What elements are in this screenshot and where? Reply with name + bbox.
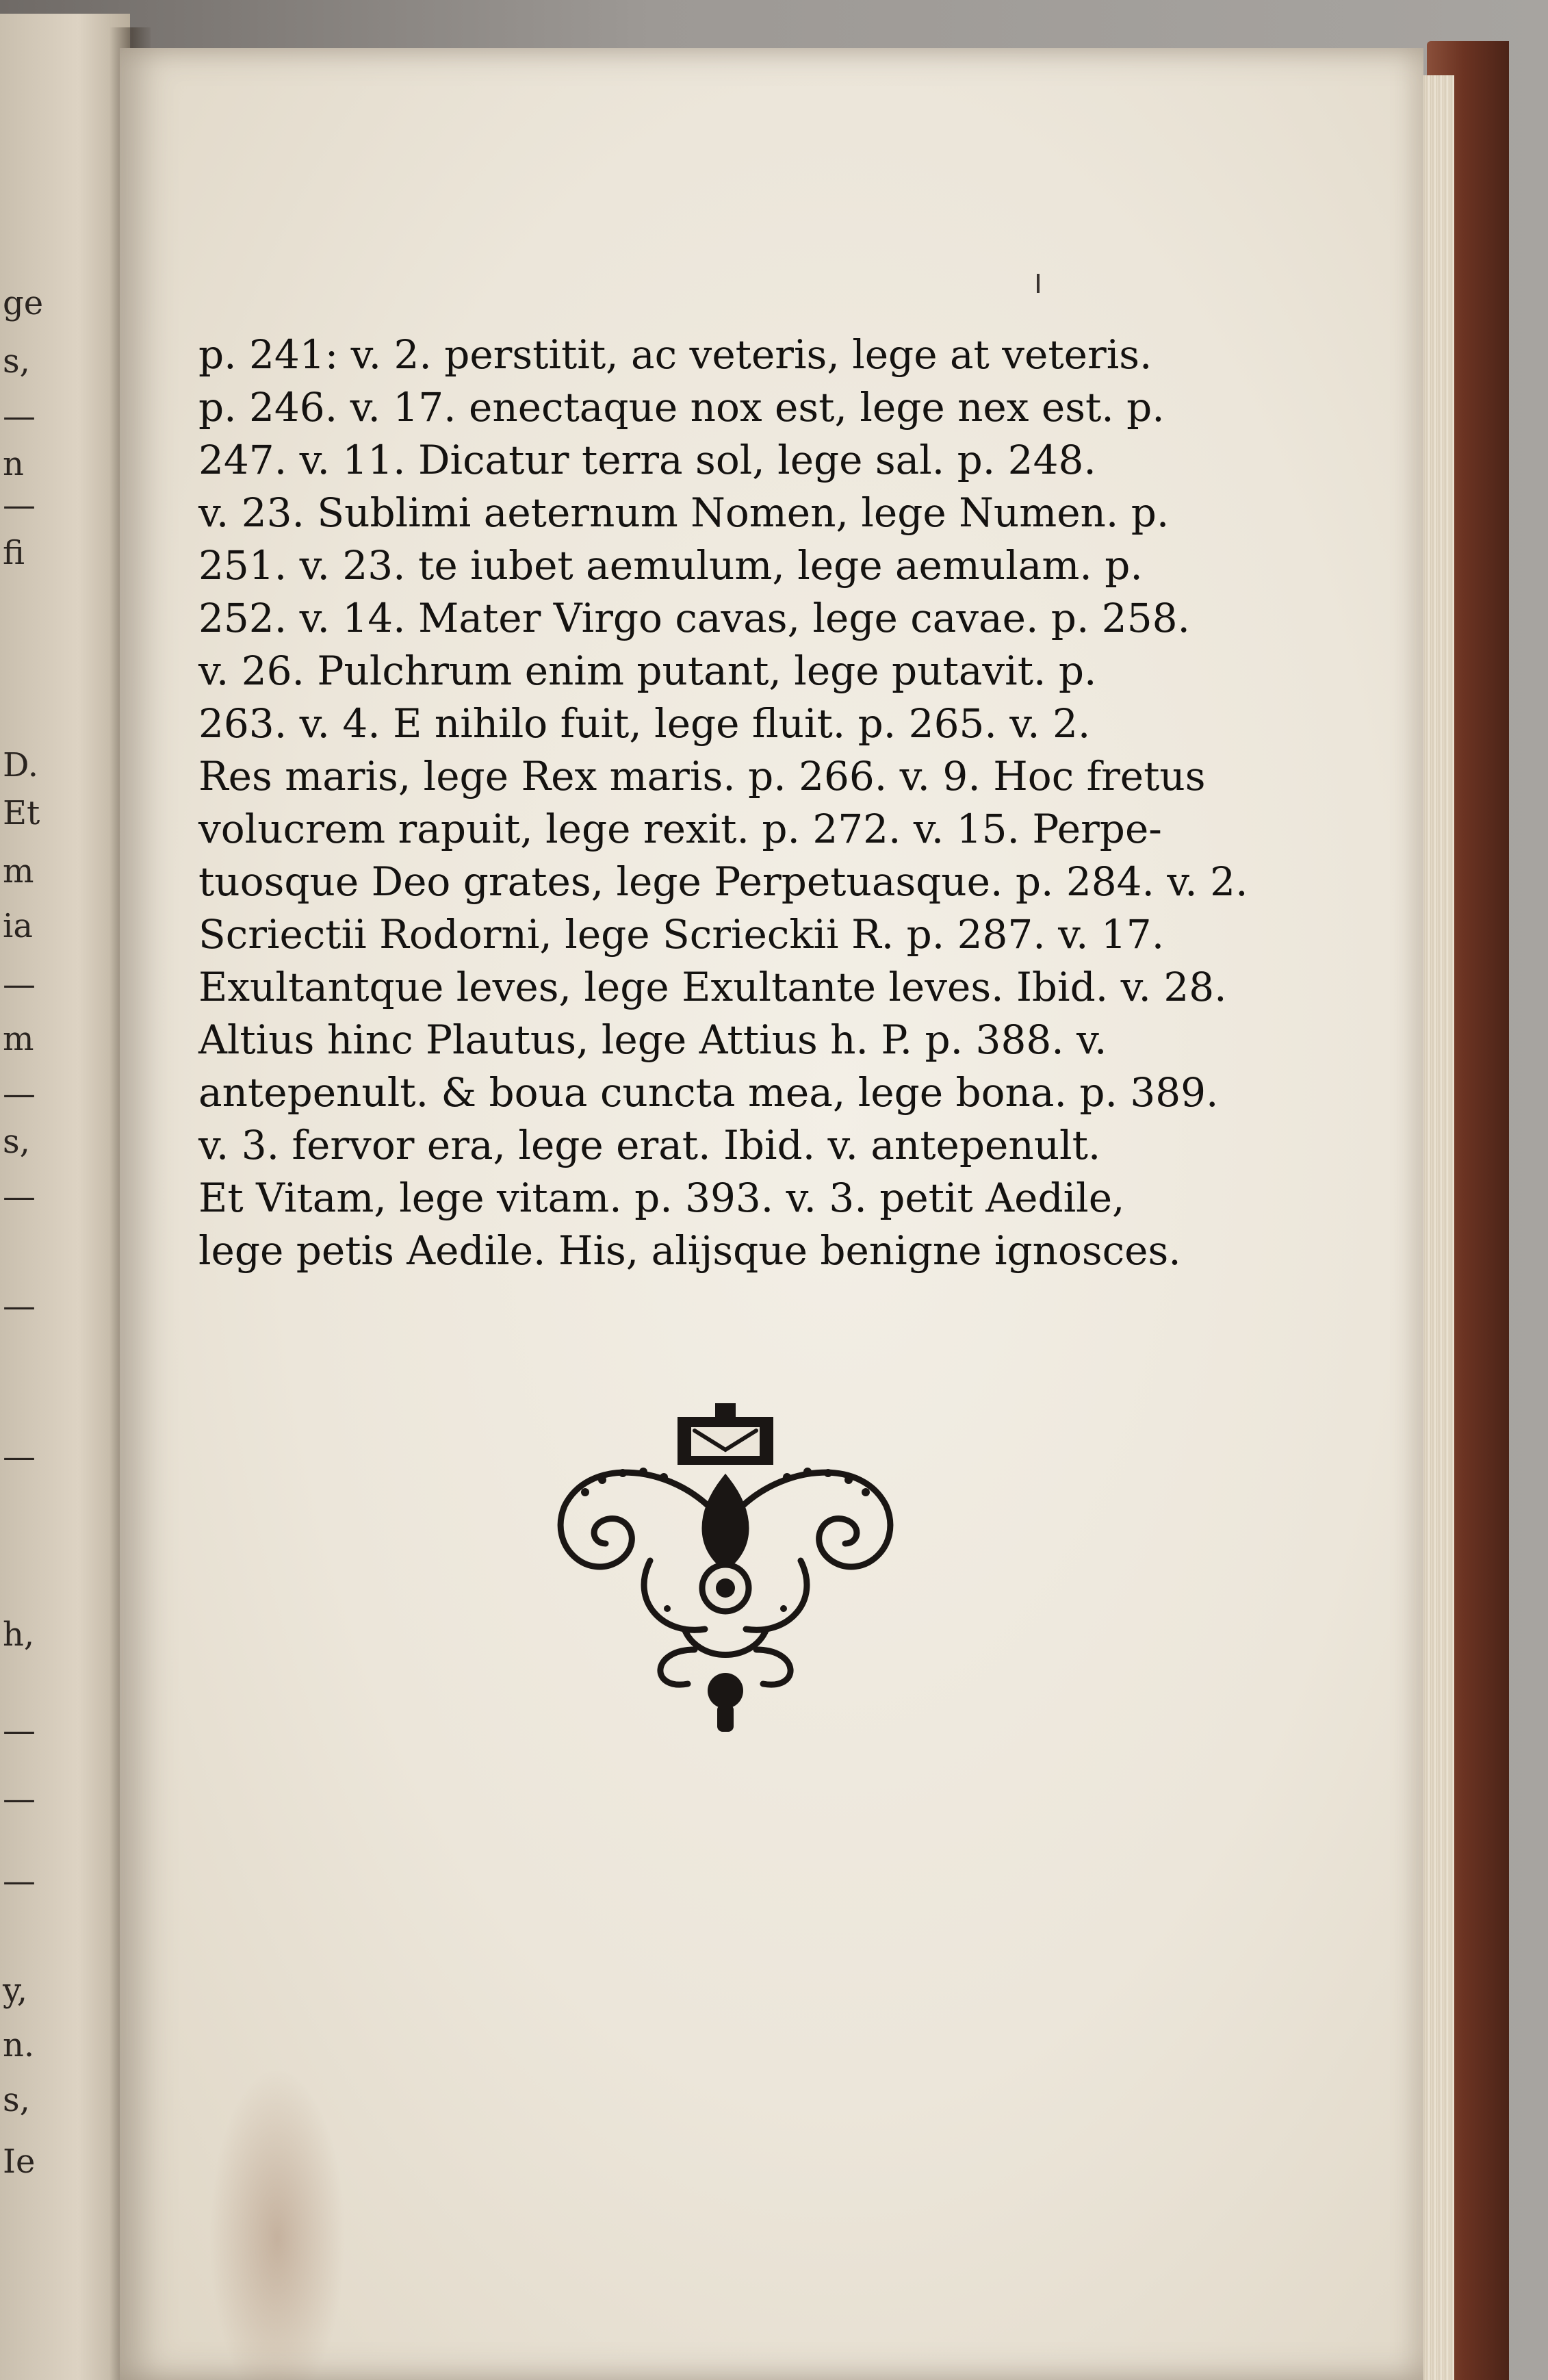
left-page-fragment: y, bbox=[3, 1971, 27, 2010]
errata-text-block bbox=[198, 329, 1252, 1277]
left-page-fragment: ge bbox=[3, 284, 44, 322]
left-page-fragment: s, bbox=[3, 1123, 30, 1161]
left-page-fragment: — bbox=[3, 1711, 36, 1750]
errata-line: Exultantque leves, lege Exultante leves. Ibid. v. 28. bbox=[198, 964, 1227, 1010]
fleuron-ornament-icon bbox=[547, 1403, 903, 1739]
errata-line: Et Vitam, lege vitam. p. 393. v. 3. petit Aedile, bbox=[198, 1175, 1125, 1221]
paper-stain bbox=[209, 2067, 346, 2380]
left-page-fragment: n bbox=[3, 445, 24, 483]
errata-line: volucrem rapuit, lege rexit. p. 272. v. 15. Perpe- bbox=[198, 806, 1162, 852]
left-page-fragment: Ie bbox=[3, 2142, 36, 2181]
left-page-fragment: — bbox=[3, 965, 36, 1003]
left-page-fragment: — bbox=[3, 397, 36, 435]
left-page-fragment: — bbox=[3, 1287, 36, 1325]
page-tick-mark bbox=[1037, 274, 1040, 293]
left-page-fragment: D. bbox=[3, 746, 39, 784]
left-page-fragment: — bbox=[3, 1075, 36, 1113]
left-page-fragment: — bbox=[3, 1780, 36, 1818]
errata-line: v. 23. Sublimi aeternum Nomen, lege Numen. p. bbox=[198, 489, 1170, 536]
errata-line: p. 246. v. 17. enectaque nox est, lege nex est. p. bbox=[198, 384, 1165, 431]
left-page-fragment: s, bbox=[3, 342, 30, 381]
errata-line: Scriectii Rodorni, lege Scrieckii R. p. 287. v. 17. bbox=[198, 911, 1165, 958]
errata-line: v. 26. Pulchrum enim putant, lege putavit. p. bbox=[198, 648, 1097, 694]
errata-line: 251. v. 23. te iubet aemulum, lege aemulam. p. bbox=[198, 542, 1143, 589]
errata-line: antepenult. & boua cuncta mea, lege bona. p. 389. bbox=[198, 1069, 1219, 1116]
errata-line: 263. v. 4. E nihilo fuit, lege fluit. p. 265. v. 2. bbox=[198, 700, 1091, 747]
left-page-fragment: Et bbox=[3, 794, 40, 832]
errata-line: 247. v. 11. Dicatur terra sol, lege sal. p. 248. bbox=[198, 437, 1096, 483]
errata-line: Res maris, lege Rex maris. p. 266. v. 9. Hoc fretus bbox=[198, 753, 1206, 799]
left-page-fragment: — bbox=[3, 1862, 36, 1900]
errata-line: v. 3. fervor era, lege erat. Ibid. v. antepenult. bbox=[198, 1122, 1101, 1168]
left-page-fragment: n. bbox=[3, 2026, 35, 2064]
left-page-fragment: — bbox=[3, 486, 36, 524]
left-page-fragment: m bbox=[3, 852, 34, 891]
errata-line: Altius hinc Plautus, lege Attius h. P. p. 388. v. bbox=[198, 1016, 1107, 1063]
errata-line: 252. v. 14. Mater Virgo cavas, lege cavae. p. 258. bbox=[198, 595, 1190, 641]
errata-line: p. 241: v. 2. perstitit, ac veteris, lege at veteris. bbox=[198, 331, 1152, 378]
errata-line: tuosque Deo grates, lege Perpetuasque. p. 284. v. 2. bbox=[198, 858, 1248, 905]
left-page-fragment: s, bbox=[3, 2081, 30, 2119]
left-page-fragment: — bbox=[3, 1437, 36, 1476]
left-page-fragment: m bbox=[3, 1020, 34, 1058]
left-page-fragment: h, bbox=[3, 1615, 35, 1654]
left-page-fragment: — bbox=[3, 1177, 36, 1216]
left-page-fragment: ia bbox=[3, 907, 33, 945]
errata-line: lege petis Aedile. His, alijsque benigne ignosces. bbox=[198, 1227, 1181, 1274]
left-page-fragment: fi bbox=[3, 534, 25, 572]
